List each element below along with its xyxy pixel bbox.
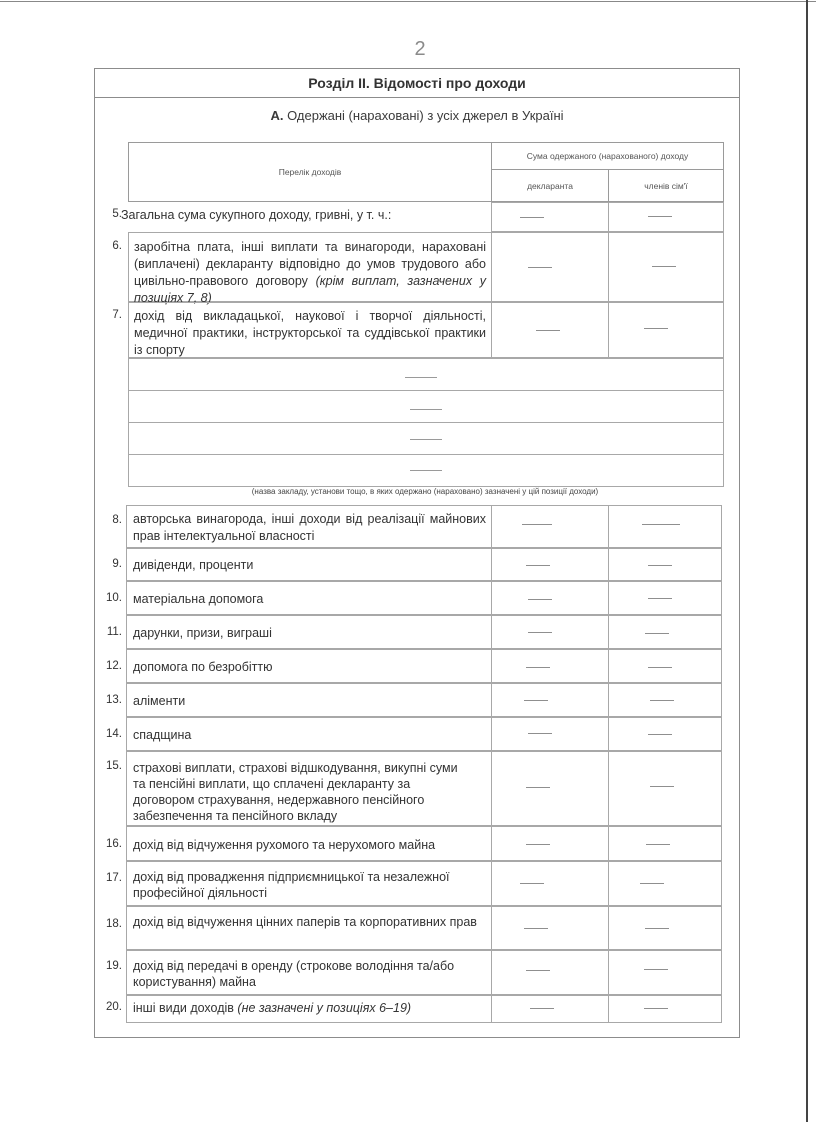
header-family-label: членів сім'ї	[644, 180, 688, 191]
declarant-dash	[526, 844, 550, 845]
family-dash	[652, 266, 676, 267]
section-title: Розділ ІІ. Відомості про доходи	[94, 68, 740, 98]
row-number: 14.	[106, 728, 122, 740]
row-number: 15.	[106, 760, 122, 772]
declarant-dash	[526, 787, 550, 788]
family-cell[interactable]	[608, 302, 724, 358]
row-label: дивіденди, проценти	[133, 558, 254, 572]
family-dash	[640, 883, 664, 884]
family-dash	[645, 928, 669, 929]
institution-dash	[410, 409, 442, 410]
row-label: Загальна сума сукупного доходу, гривні, у т. ч.:	[121, 208, 392, 222]
row-number: 16.	[106, 838, 122, 850]
institution-dash	[405, 377, 437, 378]
scan-edge-right	[806, 0, 808, 1122]
institution-line[interactable]	[128, 358, 724, 391]
row-label: дохід від викладацької, наукової і творчої діяльності, медичної практики, інструкторської та суддівської практики із спорту	[134, 309, 486, 357]
row-label: спадщина	[133, 728, 192, 742]
declarant-cell[interactable]	[491, 717, 609, 751]
header-declarant-label: декларанта	[527, 180, 573, 191]
declarant-dash	[522, 524, 552, 525]
row-number: 20.	[106, 1001, 122, 1013]
row-number: 7.	[112, 309, 122, 321]
subsection-letter: А.	[270, 108, 284, 123]
declarant-cell[interactable]	[491, 505, 609, 548]
scan-edge-top	[0, 1, 816, 2]
declarant-dash	[526, 970, 550, 971]
family-cell[interactable]	[608, 995, 722, 1023]
family-dash	[650, 786, 674, 787]
row-label: дохід від відчуження цінних паперів та корпоративних прав	[133, 915, 477, 929]
row-number: 18.	[106, 918, 122, 930]
family-dash	[650, 700, 674, 701]
declarant-cell[interactable]	[491, 906, 609, 950]
family-dash	[648, 565, 672, 566]
header-amount-label: Сума одержаного (нарахованого) доходу	[526, 151, 689, 161]
declarant-dash	[526, 565, 550, 566]
row-number: 6.	[112, 240, 122, 252]
row-label: авторська винагорода, інші доходи від реалізації майнових прав інтелектуальної власності	[133, 512, 486, 543]
declarant-dash	[528, 632, 552, 633]
row-number: 12.	[106, 660, 122, 672]
declarant-dash	[524, 700, 548, 701]
declarant-cell[interactable]	[491, 826, 609, 861]
family-dash	[645, 633, 669, 634]
declarant-dash	[520, 883, 544, 884]
declarant-dash	[528, 267, 552, 268]
row-label: дохід від відчуження рухомого та нерухомого майна	[133, 838, 436, 852]
declarant-cell[interactable]	[491, 950, 609, 995]
row-label: заробітна плата, інші виплати та винагороди, нараховані (виплачені) декларанту відповідно до умов трудового або цивільно-правового договору (крім виплат, зазначених у позиціях 7, 8)	[134, 240, 487, 305]
header-amount-cell	[491, 142, 724, 170]
declarant-dash	[536, 330, 560, 331]
declarant-cell[interactable]	[491, 581, 609, 615]
row-label: інші види доходів (не зазначені у позиціях 6–19)	[133, 1001, 412, 1015]
family-cell[interactable]	[608, 615, 722, 649]
family-dash	[648, 734, 672, 735]
row-number: 5.	[112, 208, 122, 220]
row-number: 9.	[112, 558, 122, 570]
declarant-cell[interactable]	[491, 202, 609, 232]
declarant-cell[interactable]	[491, 861, 609, 906]
header-list-label: Перелік доходів	[278, 167, 342, 177]
row-number: 11.	[106, 626, 122, 638]
row-number: 8.	[112, 514, 122, 526]
family-cell[interactable]	[608, 751, 722, 826]
institution-line[interactable]	[128, 390, 724, 423]
declarant-dash	[520, 217, 544, 218]
family-dash	[644, 1008, 668, 1009]
institution-dash	[410, 439, 442, 440]
declarant-dash	[530, 1008, 554, 1009]
family-cell[interactable]	[608, 649, 722, 683]
header-family-cell	[608, 169, 724, 202]
row-number: 17.	[106, 872, 122, 884]
declarant-dash	[526, 667, 550, 668]
row-label: дохід від провадження підприємницької та незалежної професійної діяльності	[133, 870, 450, 900]
family-dash	[644, 969, 668, 970]
row-label: страхові виплати, страхові відшкодування, викупні суми та пенсійні виплати, що сплачені декларанту за договором страхування, недержавного пенсійного забезпечення та пенсійного вкладу	[133, 761, 458, 823]
row-label: аліменти	[133, 694, 186, 708]
family-dash	[642, 524, 680, 525]
family-dash	[648, 216, 672, 217]
declarant-cell[interactable]	[491, 649, 609, 683]
declarant-cell[interactable]	[491, 995, 609, 1023]
declarant-cell[interactable]	[491, 548, 609, 581]
family-dash	[646, 844, 670, 845]
declarant-dash	[524, 928, 548, 929]
header-declarant-cell	[491, 169, 609, 202]
header-list-cell	[128, 142, 492, 202]
row-number: 19.	[106, 960, 122, 972]
family-cell[interactable]	[608, 202, 724, 232]
row-label: матеріальна допомога	[133, 592, 264, 606]
declarant-dash	[528, 733, 552, 734]
family-cell[interactable]	[608, 950, 722, 995]
row-label: дохід від передачі в оренду (строкове володіння та/або користування) майна	[133, 959, 455, 989]
declarant-dash	[528, 599, 552, 600]
family-cell[interactable]	[608, 861, 722, 906]
row-label: дарунки, призи, виграші	[133, 626, 272, 640]
family-dash	[648, 667, 672, 668]
institution-dash	[410, 470, 442, 471]
declarant-cell[interactable]	[491, 751, 609, 826]
page-number: 2	[414, 38, 426, 60]
institution-caption: (назва закладу, установи тощо, в яких одержано (нараховано) зазначені у цій позиції доходи)	[251, 487, 599, 496]
declarant-cell[interactable]	[491, 683, 609, 717]
family-cell[interactable]	[608, 232, 724, 302]
row-label: допомога по безробіттю	[133, 660, 273, 674]
row-number: 13.	[106, 694, 122, 706]
family-dash	[644, 328, 668, 329]
subsection-text: Одержані (нараховані) з усіх джерел в Україні	[287, 108, 564, 123]
family-dash	[648, 598, 672, 599]
family-cell[interactable]	[608, 505, 722, 548]
subsection-title	[94, 108, 740, 123]
row-number: 10.	[106, 592, 122, 604]
